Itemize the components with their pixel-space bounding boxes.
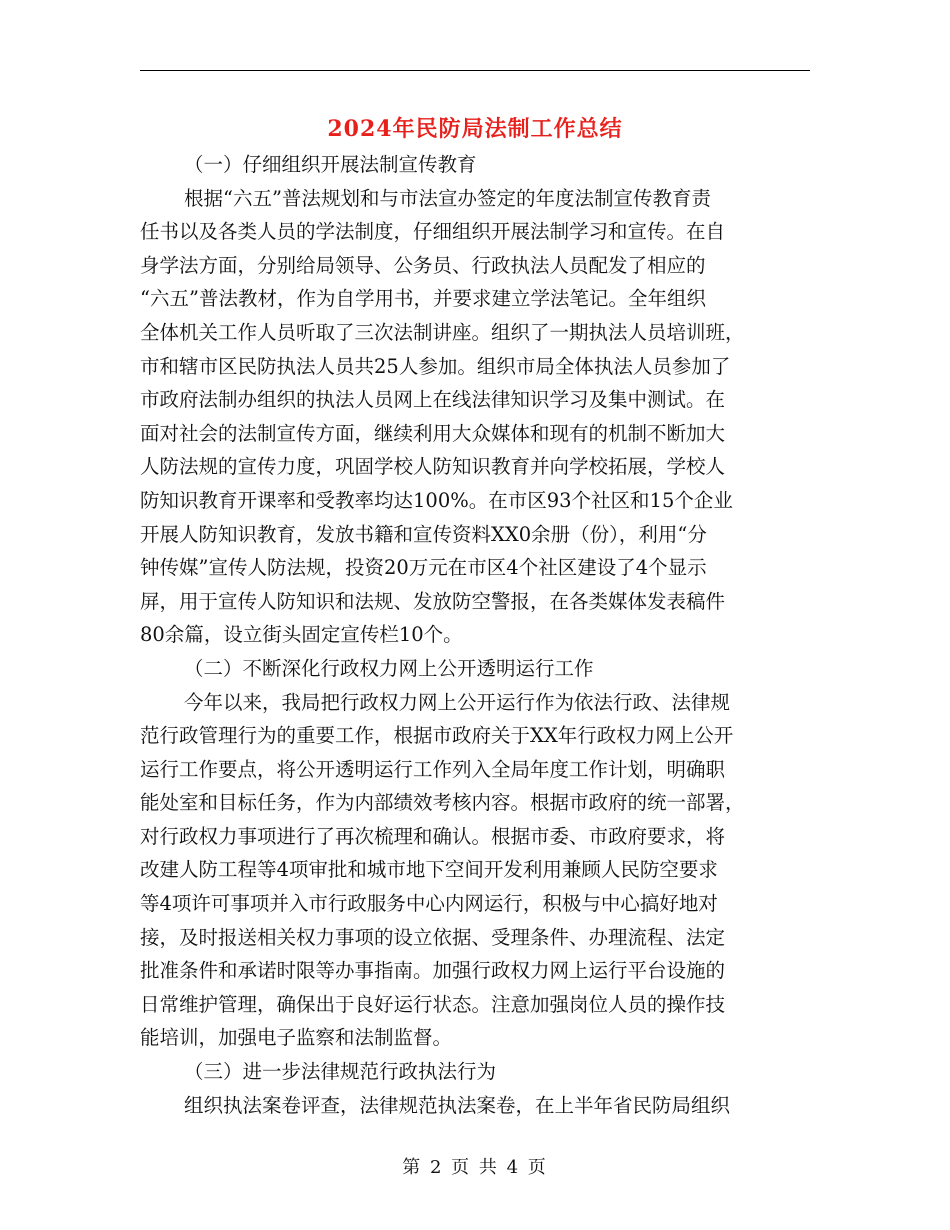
body-text-line: 钟传媒”宣传人防法规，投资20万元在市区4个社区建设了4个显示 — [140, 556, 707, 580]
body-text-line: 改建人防工程等4项审批和城市地下空间开发利用兼顾人民防空要求 — [140, 858, 718, 882]
body-text-line: “六五”普法教材，作为自学用书，并要求建立学法笔记。全年组织 — [140, 287, 706, 311]
body-text-line: 等4项许可事项并入市行政服务中心内网运行，积极与中心搞好地对 — [140, 892, 718, 916]
body-text-line: 全体机关工作人员听取了三次法制讲座。组织了一期执法人员培训班， — [140, 320, 745, 344]
body-text-line: 面对社会的法制宣传方面，继续利用大众媒体和现有的机制不断加大 — [140, 421, 726, 445]
body-text-line: 防知识教育开课率和受教率均达100%。在市区93个社区和15个企业 — [140, 488, 733, 512]
page-footer: 第 2 页 共 4 页 — [402, 1157, 548, 1178]
body-text-line: 80余篇，设立街头固定宣传栏10个。 — [140, 623, 463, 647]
body-text-line: 身学法方面，分别给局领导、公务员、行政执法人员配发了相应的 — [140, 253, 706, 277]
document-title: 2024年民防局法制工作总结 — [327, 116, 623, 142]
body-text-line: 根据“六五”普法规划和与市法宣办签定的年度法制宣传教育责 — [184, 186, 711, 210]
body-text-line: 人防法规的宣传力度，巩固学校人防知识教育并向学校拓展，学校人 — [140, 455, 726, 479]
body-text-line: 范行政管理行为的重要工作，根据市政府关于XX年行政权力网上公开 — [140, 724, 734, 748]
section-heading: （一）仔细组织开展法制宣传教育 — [184, 153, 477, 176]
body-text-line: 屏，用于宣传人防知识和法规、发放防空警报，在各类媒体发表稿件 — [140, 589, 726, 613]
body-text-line: 运行工作要点，将公开透明运行工作列入全局年度工作计划，明确职 — [140, 757, 726, 781]
body-text-line: 市政府法制办组织的执法人员网上在线法律知识学习及集中测试。在 — [140, 388, 726, 412]
body-text-line: 开展人防知识教育，发放书籍和宣传资料XX0余册（份），利用“分 — [140, 522, 707, 546]
section-heading: （二）不断深化行政权力网上公开透明运行工作 — [184, 656, 594, 680]
body-text-line: 批准条件和承诺时限等办事指南。加强行政权力网上运行平台设施的 — [140, 959, 726, 983]
header-rule — [140, 70, 810, 71]
body-text-line: 接，及时报送相关权力事项的设立依据、受理条件、办理流程、法定 — [140, 925, 726, 949]
section-heading: （三）进一步法律规范行政执法行为 — [184, 1060, 497, 1084]
body-text-line: 对行政权力事项进行了再次梳理和确认。根据市委、市政府要求，将 — [140, 824, 726, 848]
document-body — [140, 148, 810, 1122]
body-text-line: 日常维护管理，确保出于良好运行状态。注意加强岗位人员的操作技 — [140, 992, 726, 1016]
body-text-line: 能处室和目标任务，作为内部绩效考核内容。根据市政府的统一部署， — [140, 791, 745, 815]
body-text-line: 今年以来，我局把行政权力网上公开运行作为依法行政、法律规 — [184, 690, 731, 714]
body-text-line: 组织执法案卷评查，法律规范执法案卷，在上半年省民防局组织 — [184, 1093, 731, 1117]
body-text-line: 任书以及各类人员的学法制度，仔细组织开展法制学习和宣传。在自 — [140, 220, 726, 244]
body-text-line: 市和辖市区民防执法人员共25人参加。组织市局全体执法人员参加了 — [140, 354, 731, 378]
body-text-line: 能培训，加强电子监察和法制监督。 — [140, 1026, 453, 1050]
